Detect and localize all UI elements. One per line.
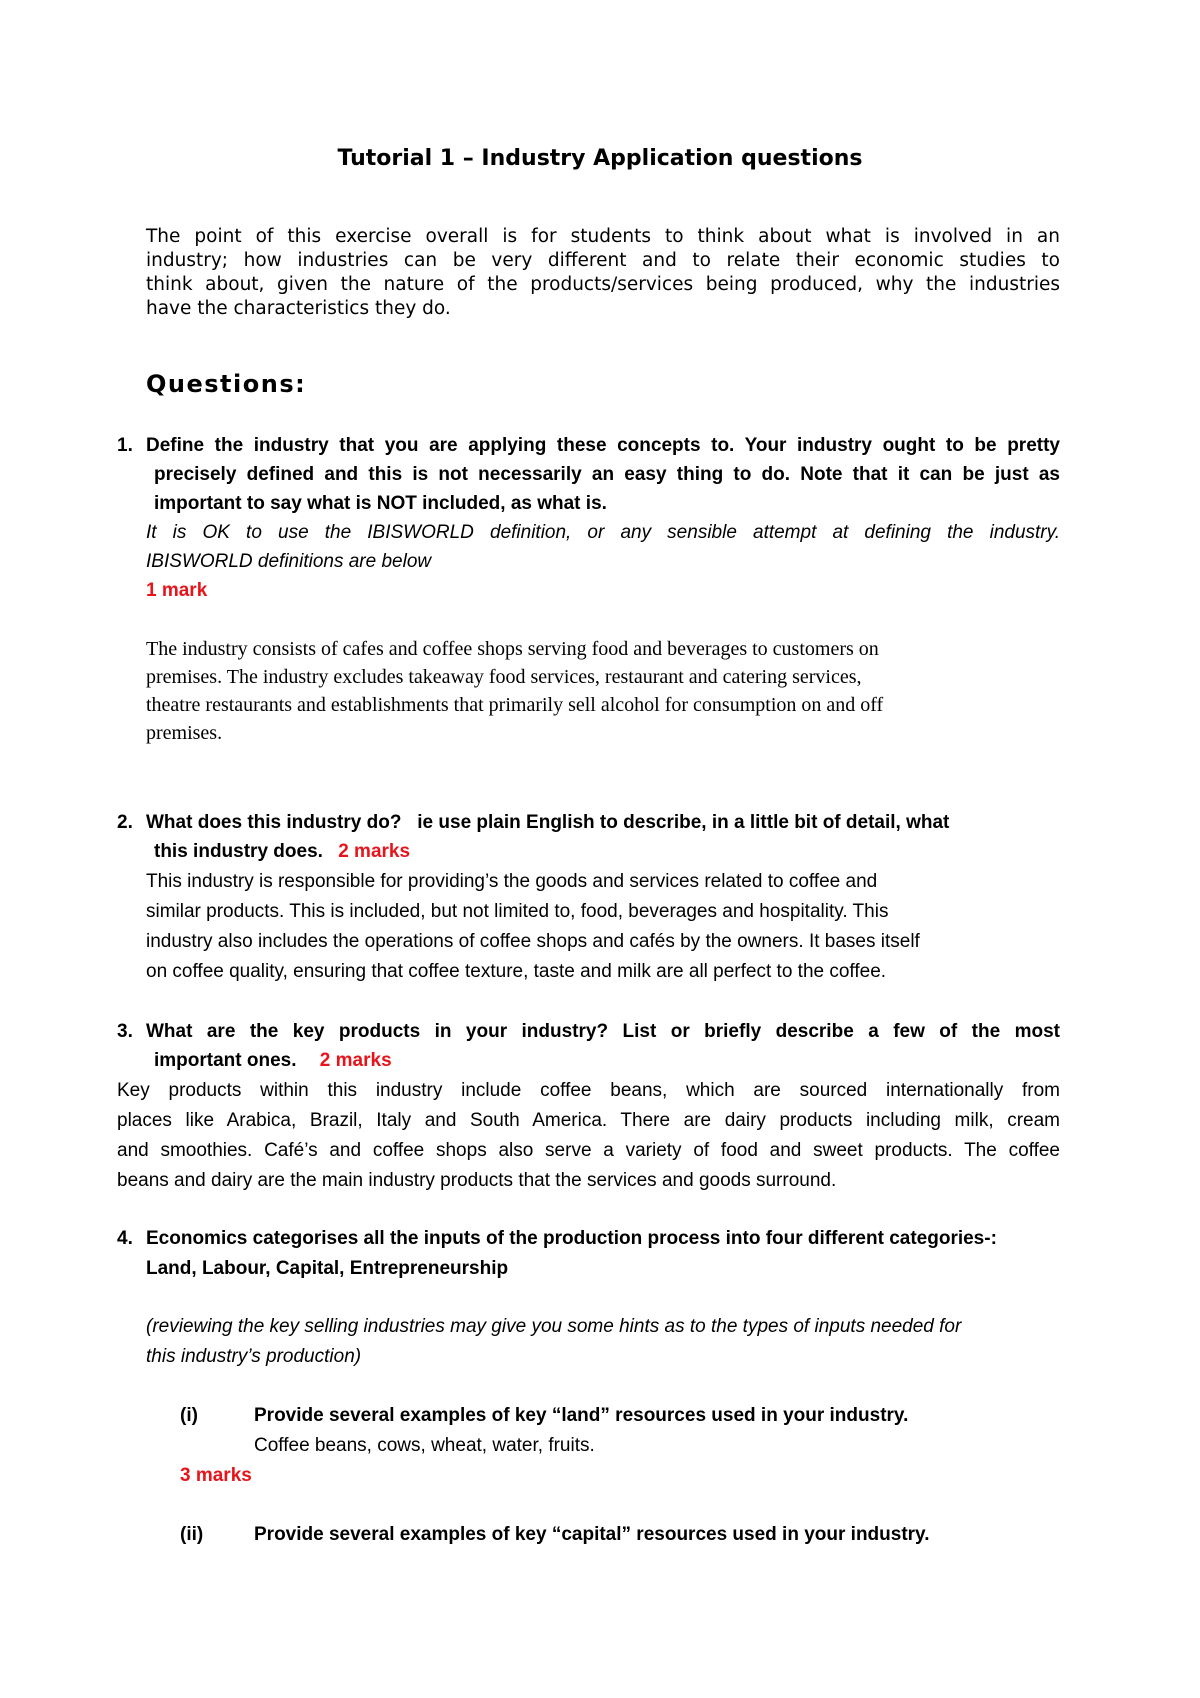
q4-sub-ii-question: Provide several examples of key “capital” resources used in your industry.: [254, 1524, 930, 1545]
questions-heading: Questions:: [146, 370, 307, 398]
q3-line-1: What are the key products in your industry? List or briefly describe a few of the most: [146, 1021, 1060, 1042]
q1-answer-line-4: premises.: [146, 722, 223, 744]
q1-marks: 1 mark: [146, 580, 208, 601]
q1-note-line-1: It is OK to use the IBISWORLD definition, or any sensible attempt at defining the industry.: [146, 522, 1060, 543]
q2-number: 2.: [117, 812, 133, 833]
q1-number: 1.: [117, 435, 133, 456]
q1-answer-line-3: theatre restaurants and establishments that primarily sell alcohol for consumption on and off: [146, 694, 884, 716]
q2-line-2-text: this industry does.: [154, 841, 323, 862]
intro-line-2: industry; how industries can be very different and to relate their economic studies to: [146, 250, 1060, 271]
q1-line-1: Define the industry that you are applying these concepts to. Your industry ought to be pretty: [146, 435, 1060, 456]
q2-line-2: [154, 841, 410, 863]
q3-answer-line-3: and smoothies. Café’s and coffee shops also serve a variety of food and sweet products. The coffee: [117, 1140, 1060, 1161]
q2-answer-line-2: similar products. This is included, but not limited to, food, beverages and hospitality. This: [146, 901, 889, 922]
q4-sub-ii-label: (ii): [180, 1524, 204, 1545]
q1-note-line-2: IBISWORLD definitions are below: [146, 551, 432, 572]
q1-answer-line-1: The industry consists of cafes and coffee shops serving food and beverages to customers on: [146, 638, 879, 660]
q4-sub-i-answer: Coffee beans, cows, wheat, water, fruits.: [254, 1435, 595, 1456]
q4-line-1: Economics categorises all the inputs of the production process into four different categories-:: [146, 1228, 997, 1249]
intro-line-3: think about, given the nature of the products/services being produced, why the industries: [146, 274, 1060, 295]
q1-line-3: important to say what is NOT included, as what is.: [154, 493, 607, 514]
q3-answer-line-1: Key products within this industry include coffee beans, which are sourced internationally from: [117, 1080, 1060, 1101]
q3-answer-line-2: places like Arabica, Brazil, Italy and South America. There are dairy products including milk, cream: [117, 1110, 1060, 1131]
q3-line-2-text: important ones.: [154, 1050, 297, 1071]
q1-line-2: precisely defined and this is not necessarily an easy thing to do. Note that it can be just as: [154, 464, 1060, 485]
q2-line-1: What does this industry do? ie use plain English to describe, in a little bit of detail, what: [146, 812, 950, 833]
q2-marks: 2 marks: [338, 841, 411, 862]
q3-number: 3.: [117, 1021, 133, 1042]
q4-note-line-2: this industry’s production): [146, 1346, 362, 1367]
q1-answer-line-2: premises. The industry excludes takeaway food services, restaurant and catering services,: [146, 666, 862, 688]
q4-sub-i-question: Provide several examples of key “land” resources used in your industry.: [254, 1405, 909, 1426]
q3-marks: 2 marks: [319, 1050, 392, 1071]
intro-line-1: The point of this exercise overall is for students to think about what is involved in an: [146, 226, 1060, 247]
q4-number: 4.: [117, 1228, 133, 1249]
q2-answer-line-3: industry also includes the operations of coffee shops and cafés by the owners. It bases itself: [146, 931, 920, 952]
q4-line-2: Land, Labour, Capital, Entrepreneurship: [146, 1258, 509, 1279]
intro-line-4: have the characteristics they do.: [146, 298, 451, 319]
q2-answer-line-1: This industry is responsible for providing’s the goods and services related to coffee and: [146, 871, 878, 892]
q3-answer-line-4: beans and dairy are the main industry products that the services and goods surround.: [117, 1170, 837, 1191]
q2-answer-line-4: on coffee quality, ensuring that coffee texture, taste and milk are all perfect to the coffee.: [146, 961, 887, 982]
q4-note-line-1: (reviewing the key selling industries may give you some hints as to the types of inputs needed for: [146, 1316, 962, 1337]
page-title: Tutorial 1 – Industry Application questions: [337, 146, 863, 171]
q3-line-2: [154, 1050, 392, 1072]
q4-sub-i-label: (i): [180, 1405, 198, 1426]
q4-sub-i-marks: 3 marks: [180, 1465, 252, 1486]
